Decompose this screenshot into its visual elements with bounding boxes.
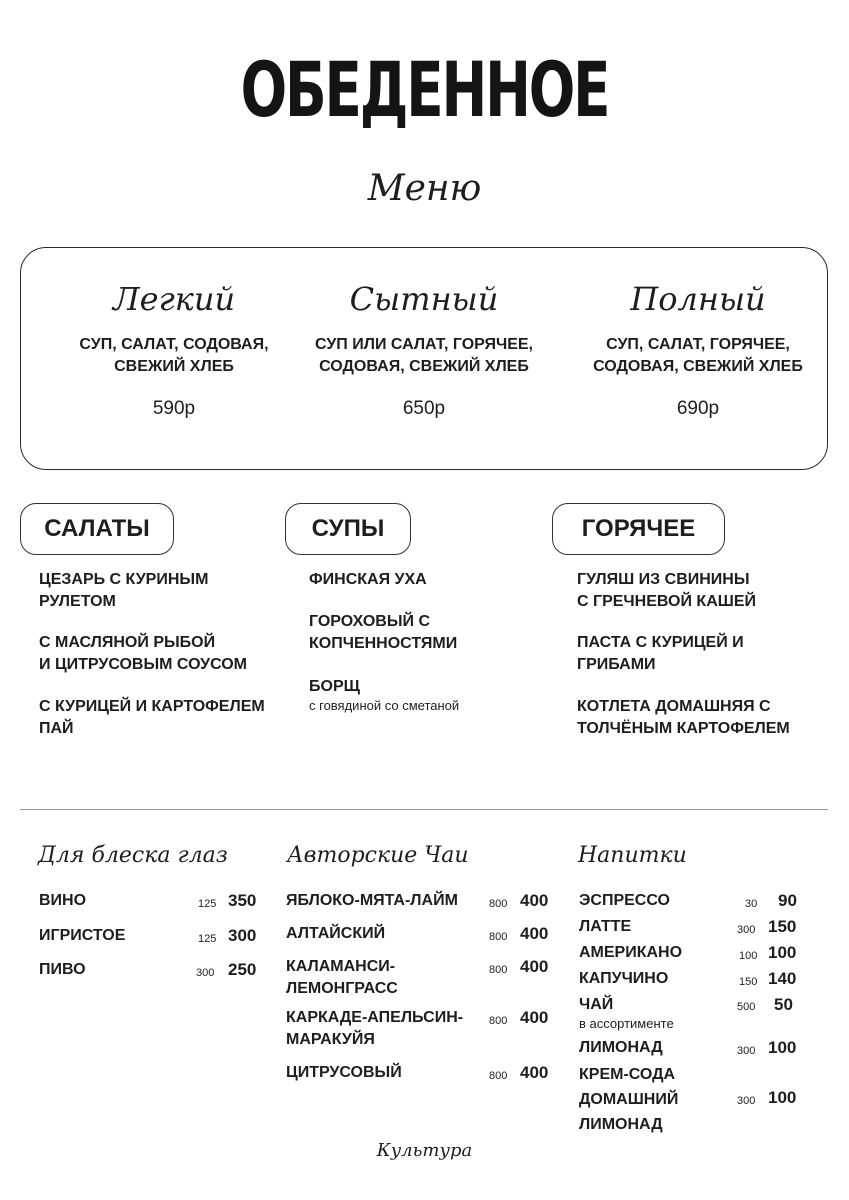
combo-name: Полный	[630, 280, 766, 318]
item-line: С ГРЕЧНЕВОЙ КАШЕЙ	[577, 593, 756, 610]
drink-volume: 300	[196, 967, 215, 979]
combo-desc: СУП ИЛИ САЛАТ, ГОРЯЧЕЕ,	[315, 336, 533, 353]
item-line: ГУЛЯШ ИЗ СВИНИНЫ	[577, 571, 750, 588]
hot-item	[577, 569, 756, 613]
beverage-name	[579, 916, 631, 938]
item-line: ЛАТТЕ	[579, 918, 632, 935]
beverage-name	[579, 890, 670, 912]
item-line: ГРИБАМИ	[577, 656, 656, 673]
drink-volume: 800	[489, 1070, 508, 1082]
salad-item	[39, 569, 208, 613]
item-line: КАПУЧИНО	[579, 970, 669, 987]
drink-volume: 300	[737, 1095, 756, 1107]
item-line: ЛЕМОНГРАСС	[286, 980, 398, 997]
combo-desc: СУП, САЛАТ, СОДОВАЯ,	[79, 336, 269, 353]
item-line: И ЦИТРУСОВЫМ СОУСОМ	[39, 656, 247, 673]
combo-price: 690р	[676, 398, 720, 419]
beverage-name	[579, 1062, 678, 1137]
menu-subtitle: Меню	[367, 168, 482, 209]
soup-item	[309, 611, 457, 655]
item-line: ЦЕЗАРЬ С КУРИНЫМ	[39, 571, 209, 588]
drink-volume: 300	[737, 1045, 756, 1057]
item-note: с говядиной со сметаной	[309, 698, 460, 713]
item-line: БОРЩ	[309, 678, 360, 695]
item-line: ГОРОХОВЫЙ С	[309, 613, 431, 630]
drink-price: 100	[768, 1088, 797, 1107]
drink-price: 150	[768, 917, 797, 936]
brand-logo: Культура	[376, 1140, 473, 1161]
tea-name	[286, 890, 458, 912]
combo-desc: СВЕЖИЙ ХЛЕБ	[114, 358, 234, 375]
menu-title: ОБЕДЕННОЕ	[240, 45, 609, 134]
item-line: ЭСПРЕССО	[579, 892, 670, 909]
beverage-name	[579, 1037, 663, 1059]
drink-volume: 800	[489, 1015, 508, 1027]
item-line: ПАСТА С КУРИЦЕЙ И	[577, 634, 744, 651]
section-salads: САЛАТЫ	[20, 503, 174, 555]
combo-name: Легкий	[112, 280, 236, 318]
drink-price: 100	[768, 943, 797, 962]
combo-desc: СОДОВАЯ, СВЕЖИЙ ХЛЕБ	[593, 358, 803, 375]
drink-price: 90	[778, 891, 797, 910]
drink-volume: 500	[737, 1001, 756, 1013]
beverage-name	[579, 942, 682, 964]
hot-item	[577, 696, 790, 740]
item-line: ДОМАШНИЙ	[579, 1091, 679, 1108]
combo-desc: СОДОВАЯ, СВЕЖИЙ ХЛЕБ	[319, 358, 529, 375]
drink-volume: 300	[737, 924, 756, 936]
combo-light	[39, 248, 309, 420]
beverage-name	[579, 968, 668, 990]
salad-item	[39, 696, 265, 740]
tea-name	[286, 1062, 402, 1084]
item-line: С КУРИЦЕЙ И КАРТОФЕЛЕМ	[39, 698, 265, 715]
item-line: ПАЙ	[39, 720, 74, 737]
item-line: ЛИМОНАД	[579, 1116, 663, 1133]
item-line: РУЛЕТОМ	[39, 593, 116, 610]
item-line: КРЕМ-СОДА	[579, 1066, 676, 1083]
tea-name	[286, 1007, 463, 1051]
item-line: АМЕРИКАНО	[579, 944, 683, 961]
section-soups: СУПЫ	[285, 503, 411, 555]
drink-volume: 125	[198, 933, 217, 945]
section-alcohol: Для блеска глаз	[38, 843, 228, 868]
drink-volume: 800	[489, 964, 508, 976]
combo-price: 590р	[152, 398, 196, 419]
drink-volume: 800	[489, 931, 508, 943]
combo-desc: СУП, САЛАТ, ГОРЯЧЕЕ,	[606, 336, 790, 353]
tea-name	[286, 923, 385, 945]
combo-full	[563, 248, 833, 420]
drink-name: ВИНО	[39, 892, 87, 909]
hot-item	[577, 632, 744, 676]
drink-price: 400	[520, 957, 549, 976]
item-line: ФИНСКАЯ УХА	[309, 571, 427, 588]
soup-item	[309, 676, 459, 714]
item-line: КОТЛЕТА ДОМАШНЯЯ С	[577, 698, 771, 715]
divider	[20, 809, 828, 810]
item-line: КАРКАДЕ-АПЕЛЬСИН-	[286, 1009, 464, 1026]
drink-volume: 800	[489, 898, 508, 910]
item-line: МАРАКУЙЯ	[286, 1031, 375, 1048]
combo-box	[20, 247, 828, 470]
drink-volume: 30	[745, 898, 758, 910]
beverage-name	[579, 994, 674, 1031]
drink-price: 400	[520, 1063, 549, 1082]
combo-price: 650р	[402, 398, 446, 419]
drink-price: 100	[768, 1038, 797, 1057]
item-line: ТОЛЧЁНЫМ КАРТОФЕЛЕМ	[577, 720, 790, 737]
item-line: ЧАЙ	[579, 996, 614, 1013]
drink-price: 250	[228, 960, 257, 979]
drink-name: ИГРИСТОЕ	[39, 927, 126, 944]
drink-price: 140	[768, 969, 797, 988]
item-line: КОПЧЕННОСТЯМИ	[309, 635, 458, 652]
drink-name: ПИВО	[39, 961, 86, 978]
salad-item	[39, 632, 247, 676]
section-hot: ГОРЯЧЕЕ	[552, 503, 725, 555]
drink-price: 400	[520, 891, 549, 910]
item-line: С МАСЛЯНОЙ РЫБОЙ	[39, 634, 216, 651]
drink-price: 50	[774, 995, 793, 1014]
drink-price: 400	[520, 1008, 549, 1027]
drink-price: 300	[228, 926, 257, 945]
section-teas: Авторские Чаи	[287, 843, 469, 868]
section-beverages: Напитки	[578, 843, 687, 868]
item-note: в ассортименте	[579, 1016, 674, 1031]
item-line: КАЛАМАНСИ-	[286, 958, 396, 975]
drink-volume: 100	[739, 950, 758, 962]
drink-volume: 150	[739, 976, 758, 988]
drink-volume: 125	[198, 898, 217, 910]
tea-name	[286, 956, 398, 1000]
combo-name: Сытный	[349, 280, 499, 318]
item-line: ЦИТРУСОВЫЙ	[286, 1064, 402, 1081]
drink-price: 350	[228, 891, 257, 910]
combo-hearty	[289, 248, 559, 420]
item-line: ЛИМОНАД	[579, 1039, 663, 1056]
item-line: ЯБЛОКО-МЯТА-ЛАЙМ	[286, 892, 458, 909]
item-line: АЛТАЙСКИЙ	[286, 925, 386, 942]
soup-item	[309, 569, 427, 591]
drink-price: 400	[520, 924, 549, 943]
